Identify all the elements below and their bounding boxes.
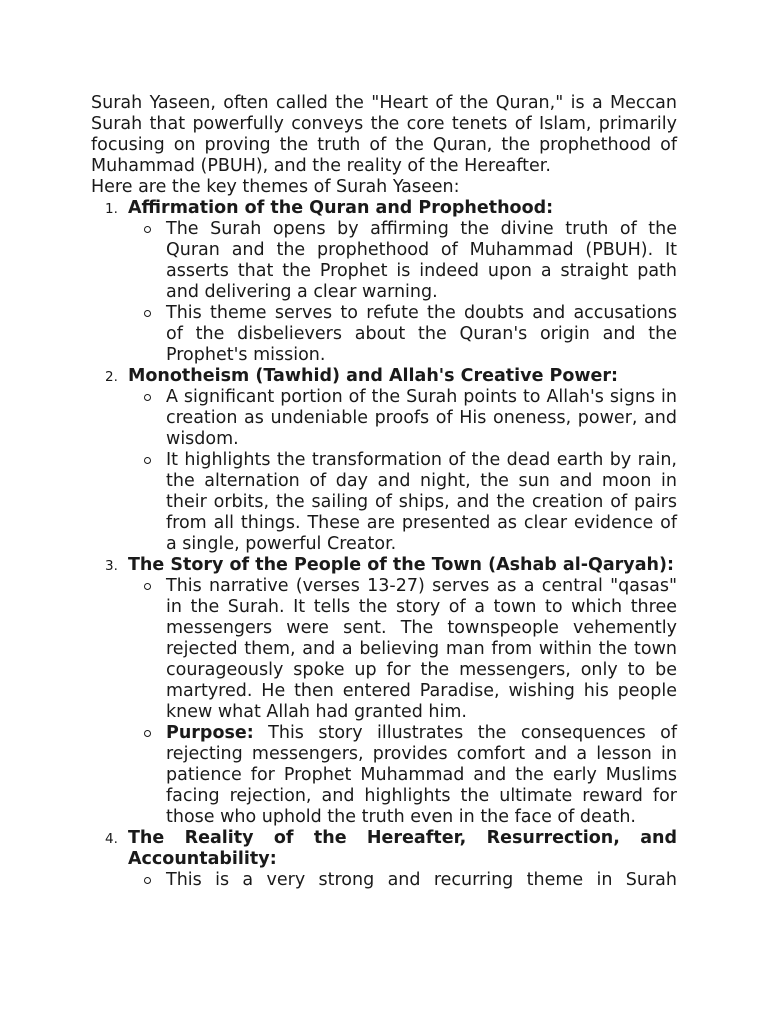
point-text — [166, 219, 677, 303]
circle-bullet-icon — [144, 394, 151, 401]
list-item — [128, 387, 677, 450]
theme-heading: Affirmation of the Quran and Prophethood: — [128, 198, 554, 218]
theme-item-2 — [91, 366, 677, 555]
point-text — [166, 387, 677, 450]
point-body: A significant portion of the Surah points to Allah's signs in creation as undeniable proofs of His oneness, power, and wisdom. — [166, 387, 677, 449]
circle-bullet-icon — [144, 583, 151, 590]
point-lead: Purpose: — [166, 723, 254, 743]
circle-bullet-icon — [144, 877, 151, 884]
list-item — [128, 576, 677, 723]
themes-list — [91, 198, 677, 891]
point-body: This is a very strong and recurring theme in Surah — [166, 870, 677, 890]
circle-bullet-icon — [144, 457, 151, 464]
point-body: This theme serves to refute the doubts and accusations of the disbelievers about the Quran's origin and the Prophet's mission. — [166, 303, 677, 365]
theme-item-1 — [91, 198, 677, 366]
point-body: This story illustrates the consequences of rejecting messengers, provides comfort and a lesson in patience for Prophet Muhammad and the early Muslims facing rejection, and highlights the ultimate reward for those who uphold the truth even in the face of death. — [166, 723, 677, 827]
list-item — [128, 723, 677, 828]
point-text — [166, 303, 677, 366]
intro-paragraph: Surah Yaseen, often called the "Heart of the Quran," is a Meccan Surah that powerfully conveys the core tenets of Islam, primarily focusing on proving the truth of the Quran, the prophethood of Muhammad (PBUH), and the reality of the Hereafter. — [91, 93, 677, 176]
themes-intro: Here are the key themes of Surah Yaseen: — [91, 177, 460, 197]
point-body: It highlights the transformation of the dead earth by rain, the alternation of day and night, the sun and moon in their orbits, the sailing of ships, and the creation of pairs from all things. These are presented as clear evidence of a single, powerful Creator. — [166, 450, 677, 554]
point-body: This narrative (verses 13-27) serves as a central "qasas" in the Surah. It tells the story of a town to which three messengers were sent. The townspeople vehemently rejected them, and a believing man from within the town courageously spoke up for the messengers, only to be martyred. He then entered Paradise, wishing his people knew what Allah had granted him. — [166, 576, 677, 722]
list-item — [128, 303, 677, 366]
theme-item-4 — [91, 828, 677, 891]
theme-points — [128, 870, 677, 891]
circle-bullet-icon — [144, 730, 151, 737]
point-text — [166, 723, 677, 828]
theme-heading: Monotheism (Tawhid) and Allah's Creative Power: — [128, 366, 619, 386]
document-body — [91, 93, 677, 891]
point-text — [166, 576, 677, 723]
theme-points — [128, 576, 677, 828]
theme-points — [128, 387, 677, 555]
theme-number: 4. — [105, 831, 118, 847]
theme-heading: The Reality of the Hereafter, Resurrection, and Accountability: — [128, 828, 677, 869]
theme-heading: The Story of the People of the Town (Ashab al-Qaryah): — [128, 555, 674, 575]
point-body: The Surah opens by affirming the divine truth of the Quran and the prophethood of Muhammad (PBUH). It asserts that the Prophet is indeed upon a straight path and delivering a clear warning. — [166, 219, 677, 302]
theme-number: 1. — [105, 201, 118, 217]
theme-number: 2. — [105, 369, 118, 385]
point-text — [166, 450, 677, 555]
theme-item-3 — [91, 555, 677, 828]
circle-bullet-icon — [144, 310, 151, 317]
point-text — [166, 870, 677, 891]
list-item — [128, 870, 677, 891]
theme-points — [128, 219, 677, 366]
list-item — [128, 219, 677, 303]
list-item — [128, 450, 677, 555]
theme-number: 3. — [105, 558, 118, 574]
circle-bullet-icon — [144, 226, 151, 233]
